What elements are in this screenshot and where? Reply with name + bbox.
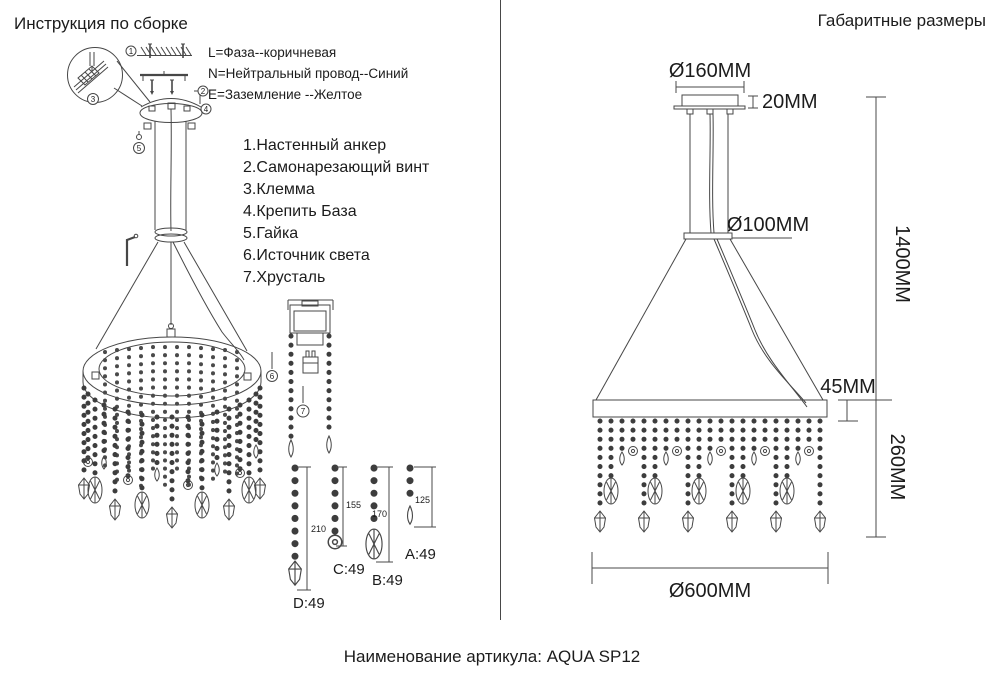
hanger-pipe-right	[684, 114, 732, 239]
strand-diagram-c	[328, 467, 364, 578]
left-panel-title: Инструкция по сборке	[14, 14, 188, 33]
dim-canopy-diameter	[669, 60, 751, 93]
right-panel-title: Габаритные размеры	[817, 11, 986, 30]
parts-list-item-5: 5.Гайка	[243, 225, 299, 242]
wiring-legend	[208, 45, 408, 102]
crystal-ring-left	[83, 324, 261, 419]
parts-list	[243, 137, 430, 286]
strand-c-length: 155	[346, 500, 362, 510]
mounting-plate-detail	[140, 71, 208, 96]
dim-canopy-thickness-label: 20MM	[762, 91, 818, 113]
canopy-drawing-right	[674, 95, 745, 114]
wiring-legend-line-n: N=Нейтральный провод--Синий	[208, 66, 409, 81]
parts-list-item-2: 2.Самонарезающий винт	[243, 159, 430, 176]
dim-hub-diameter	[727, 214, 809, 238]
strand-b-length: 170	[371, 509, 387, 519]
hanger-pipe-left	[155, 109, 187, 242]
callout-5-label: 5	[136, 144, 142, 153]
strand-diagram-d	[289, 467, 326, 612]
dim-canopy-thickness	[748, 91, 818, 113]
parts-list-item-6: 6.Источник света	[243, 247, 370, 264]
strand-a-length: 125	[414, 495, 430, 505]
dim-hub-diameter-label: Ø100MM	[726, 214, 810, 236]
dim-canopy-diameter-label: Ø160MM	[668, 60, 752, 82]
strand-b-label: B:49	[372, 572, 403, 589]
strand-diagram-a	[405, 467, 436, 563]
dim-overall-height-label: 1400MM	[891, 225, 913, 303]
strand-d-label: D:49	[293, 595, 325, 612]
wire-splice-magnifier-detail	[68, 48, 151, 107]
callout-6-label: 6	[269, 372, 275, 381]
callout-3-label: 3	[90, 95, 96, 104]
strand-diagram-b	[366, 467, 403, 589]
callout-4-label: 4	[203, 105, 209, 114]
callout-7-label: 7	[300, 407, 306, 416]
parts-list-item-3: 3.Клемма	[243, 181, 315, 198]
light-source-detail	[267, 300, 334, 457]
parts-list-item-7: 7.Хрусталь	[243, 269, 326, 286]
callout-2-label: 2	[200, 87, 206, 96]
dim-ring-diameter	[592, 552, 828, 602]
dim-frame-height-label: 45MM	[820, 376, 876, 398]
footer-article-name: Наименование артикула: AQUA SP12	[343, 647, 641, 666]
canopy-drawing	[134, 94, 212, 154]
callout-1-label: 1	[128, 47, 134, 56]
ceiling-anchor-detail	[126, 44, 192, 58]
dim-ring-diameter-label: Ø600MM	[668, 580, 752, 602]
strand-d-length: 210	[311, 524, 327, 534]
strand-a-label: A:49	[405, 546, 436, 563]
dim-crystal-length-label: 260MM	[886, 433, 908, 501]
parts-list-item-4: 4.Крепить База	[243, 203, 357, 220]
dim-frame-height	[820, 376, 892, 421]
crystal-ring-band-right	[593, 400, 827, 417]
wiring-legend-line-l: L=Фаза--коричневая	[208, 45, 337, 60]
suspension-wires-right	[596, 239, 823, 407]
wiring-legend-line-e: E=Заземление --Желтое	[208, 87, 363, 102]
parts-list-item-1: 1.Настенный анкер	[243, 137, 387, 154]
allen-key-icon	[127, 234, 138, 266]
crystal-strands-right	[595, 421, 826, 532]
strand-c-label: C:49	[333, 561, 365, 578]
